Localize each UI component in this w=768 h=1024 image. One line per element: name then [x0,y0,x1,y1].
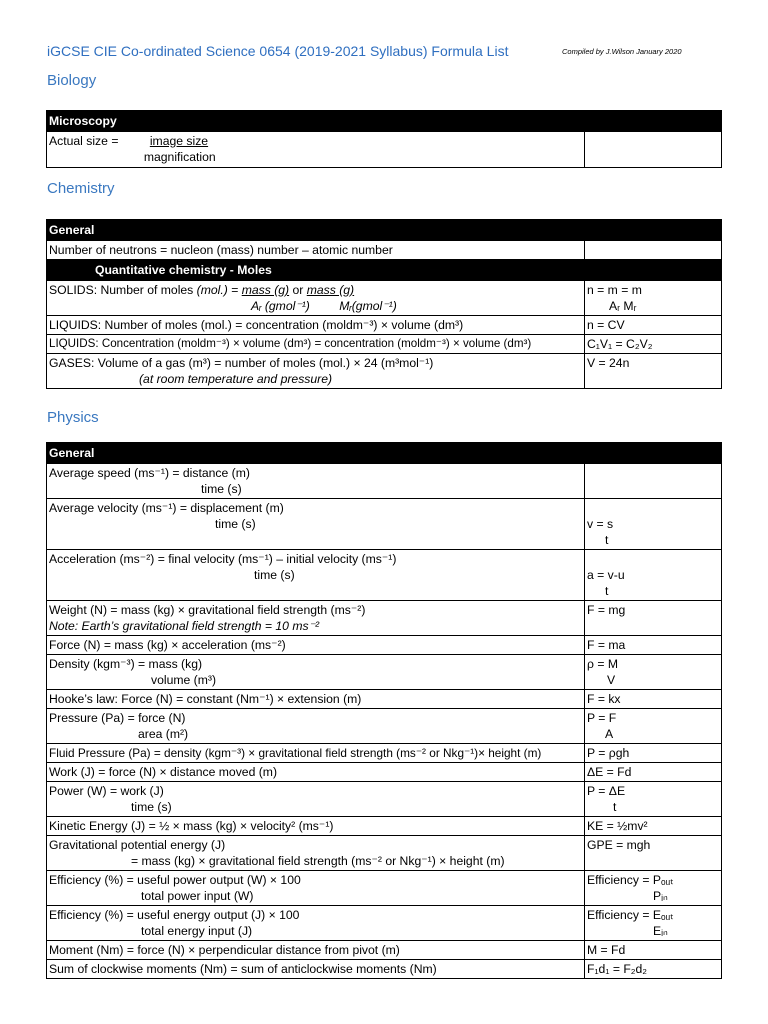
table-row [47,871,722,906]
formula-line: = mass (kg) × gravitational field strength (ms⁻² or Nkg⁻¹) × height (m) [131,854,505,868]
formula-line: area (m²) [138,727,189,741]
table-row [47,906,722,941]
compiled-by-note: Compiled by J.Wilson January 2020 [562,47,682,56]
table-heading: Microscopy [47,111,722,132]
formula-description [47,836,585,871]
table-subheading: Quantitative chemistry - Moles [47,260,722,281]
formula-symbolic: V = 24n [585,354,722,389]
formula-line: a = v-u [587,568,625,582]
table-row [47,763,722,782]
formula-line: Fluid Pressure (Pa) = density (kgm⁻³) × gravitational field strength (ms⁻² or Nkg⁻¹)× height (m) [49,746,542,760]
formula-symbolic [585,499,722,550]
table-row [47,499,722,550]
table-row [47,636,722,655]
formula-line: Efficiency (%) = useful power output (W) × 100 [49,873,301,887]
formula-symbolic [585,709,722,744]
formula-symbolic [585,601,722,636]
formula-symbolic [585,655,722,690]
formula-line: Aᵣ Mᵣ [609,299,637,313]
formula-symbolic [585,906,722,941]
formula-symbolic [585,763,722,782]
formula-line: ρ = M [587,657,618,671]
formula-symbolic [585,941,722,960]
fraction-numerator: mass (g) [241,283,290,297]
or-text: or [289,283,307,297]
formula-symbolic [585,464,722,499]
formula-description [47,354,585,389]
formula-line: GASES: Volume of a gas (m³) = number of moles (mol.) × 24 (m³mol⁻¹) [49,356,434,370]
formula-line: KE = ½mv² [587,819,648,833]
fraction-numerator: image size [149,134,209,148]
formula-line: t [605,584,609,598]
table-row [47,281,722,316]
formula-description: LIQUIDS: Number of moles (mol.) = concentration (moldm⁻³) × volume (dm³) [47,316,585,335]
formula-symbolic [585,871,722,906]
table-row [47,241,722,260]
table-heading: General [47,443,722,464]
formula-line: Efficiency = Pₒᵤₜ [587,873,674,887]
formula-line: F = ma [587,638,626,652]
formula-symbolic [585,836,722,871]
table-row [47,744,722,763]
section-heading-chemistry: Chemistry [47,180,115,197]
formula-description [47,132,585,168]
formula-line: Average speed (ms⁻¹) = distance (m) [49,466,250,480]
table-row [47,335,722,354]
formula-line: volume (m³) [151,673,217,687]
formula-line: Force (N) = mass (kg) × acceleration (ms⁻²) [49,638,286,652]
formula-line: time (s) [254,568,295,582]
formula-line: time (s) [201,482,242,496]
formula-label: SOLIDS: Number of moles [49,283,197,297]
formula-line: Hooke’s law: Force (N) = constant (Nm⁻¹) × extension (m) [49,692,362,706]
biology-table [46,110,722,168]
formula-description [47,550,585,601]
fraction-denominator: magnification [143,150,216,164]
fraction-denominator: Mᵣ(gmol⁻¹) [339,299,397,313]
fraction-numerator: mass (g) [306,283,355,297]
formula-description [47,709,585,744]
formula-line: F₁d₁ = F₂d₂ [587,962,648,976]
formula-line: ΔE = Fd [587,765,632,779]
formula-description [47,499,585,550]
formula-symbolic [585,960,722,979]
table-row [47,655,722,690]
formula-symbolic [585,636,722,655]
formula-line: M = Fd [587,943,626,957]
formula-line: Efficiency = Eₒᵤₜ [587,908,674,922]
table-row [47,960,722,979]
formula-symbolic [585,281,722,316]
formula-description [47,281,585,316]
formula-description: LIQUIDS: Concentration (moldm⁻³) × volume (dm³) = concentration (moldm⁻³) × volume (dm³) [47,335,585,354]
formula-symbolic [585,690,722,709]
unit-text: (mol.) [196,283,228,297]
formula-symbolic [585,782,722,817]
formula-description [47,906,585,941]
formula-line: Kinetic Energy (J) = ½ × mass (kg) × velocity² (ms⁻¹) [49,819,334,833]
physics-table [46,442,722,979]
formula-description [47,690,585,709]
formula-line: Sum of clockwise moments (Nm) = sum of anticlockwise moments (Nm) [49,962,437,976]
formula-line: Pᵢₙ [653,889,668,903]
formula-line: n = m = m [587,283,642,297]
table-row [47,132,722,168]
section-heading-biology: Biology [47,72,97,89]
table-heading: General [47,220,722,241]
formula-line: P = ΔE [587,784,626,798]
table-row [47,836,722,871]
formula-line: Pressure (Pa) = force (N) [49,711,186,725]
equals-sign: = [227,283,242,297]
formula-line: Eᵢₙ [653,924,668,938]
table-row [47,354,722,389]
formula-symbolic [585,132,722,168]
formula-line: Power (W) = work (J) [49,784,164,798]
formula-symbolic [585,817,722,836]
formula-line: time (s) [215,517,256,531]
formula-line: P = F [587,711,617,725]
table-row [47,316,722,335]
formula-description [47,744,585,763]
fraction-denominator: Aᵣ (gmol⁻¹) [251,299,310,313]
formula-line: A [605,727,614,741]
formula-description [47,871,585,906]
table-row [47,601,722,636]
formula-symbolic [585,241,722,260]
formula-line: Weight (N) = mass (kg) × gravitational field strength (ms⁻²) [49,603,366,617]
formula-description [47,941,585,960]
formula-description: Number of neutrons = nucleon (mass) number – atomic number [47,241,585,260]
formula-line: (at room temperature and pressure) [139,372,333,386]
formula-symbolic [585,744,722,763]
formula-line: GPE = mgh [587,838,651,852]
formula-line: v = s [587,517,614,531]
formula-symbolic: n = CV [585,316,722,335]
formula-line: F = kx [587,692,621,706]
table-row [47,941,722,960]
formula-line: Average velocity (ms⁻¹) = displacement (m) [49,501,284,515]
formula-line: total energy input (J) [141,924,253,938]
formula-description [47,763,585,782]
formula-line: Acceleration (ms⁻²) = final velocity (ms⁻¹) – initial velocity (ms⁻¹) [49,552,397,566]
table-row [47,709,722,744]
formula-symbolic: C₁V₁ = C₂V₂ [585,335,722,354]
formula-line: Gravitational potential energy (J) [49,838,226,852]
formula-line: total power input (W) [141,889,254,903]
section-heading-physics: Physics [47,409,99,426]
formula-line: time (s) [131,800,172,814]
formula-line: Moment (Nm) = force (N) × perpendicular distance from pivot (m) [49,943,400,957]
table-row [47,550,722,601]
formula-label: Actual size = [49,134,119,148]
table-row [47,464,722,499]
formula-line: P = ρgh [587,746,630,760]
formula-description [47,655,585,690]
formula-line: Efficiency (%) = useful energy output (J) × 100 [49,908,300,922]
table-row [47,690,722,709]
formula-line: t [613,800,617,814]
formula-line: Work (J) = force (N) × distance moved (m) [49,765,278,779]
table-row [47,782,722,817]
formula-line: Density (kgm⁻³) = mass (kg) [49,657,203,671]
formula-line: Note: Earth’s gravitational field strength = 10 ms⁻² [49,619,320,633]
chemistry-table [46,219,722,389]
table-row [47,817,722,836]
formula-line: F = mg [587,603,626,617]
formula-description [47,817,585,836]
formula-line: t [605,533,609,547]
formula-description [47,636,585,655]
formula-description [47,960,585,979]
formula-description [47,601,585,636]
formula-symbolic [585,550,722,601]
formula-line: V [607,673,616,687]
formula-description [47,464,585,499]
formula-description [47,782,585,817]
document-title: iGCSE CIE Co-ordinated Science 0654 (2019-2021 Syllabus) Formula List [47,43,509,59]
